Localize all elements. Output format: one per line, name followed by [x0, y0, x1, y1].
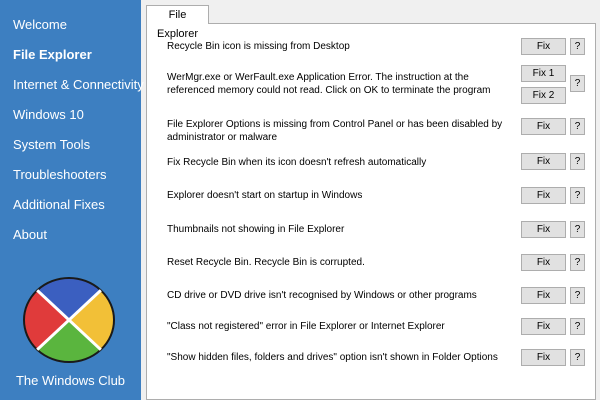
fix-description: "Show hidden files, folders and drives" option isn't shown in Folder Options: [167, 352, 498, 363]
fix-description: WerMgr.exe or WerFault.exe Application Error. The instruction at the referenced memory could not read. Click on OK to terminate the program: [167, 72, 491, 96]
sidebar-item-file-explorer[interactable]: File Explorer: [13, 47, 92, 62]
help-button[interactable]: ?: [570, 187, 585, 204]
fix-description: Thumbnails not showing in File Explorer: [167, 224, 345, 235]
fix-button[interactable]: Fix: [521, 318, 566, 335]
help-button[interactable]: ?: [570, 287, 585, 304]
sidebar-item-windows-10[interactable]: Windows 10: [13, 107, 84, 122]
sidebar-item-troubleshooters[interactable]: Troubleshooters: [13, 167, 107, 182]
fix-1-button[interactable]: Fix 1: [521, 65, 566, 82]
fix-button[interactable]: Fix: [521, 38, 566, 55]
windows-club-logo: [23, 277, 115, 363]
sidebar-item-additional-fixes[interactable]: Additional Fixes: [13, 197, 105, 212]
help-button[interactable]: ?: [570, 75, 585, 92]
fix-button[interactable]: Fix: [521, 221, 566, 238]
sidebar-item-system-tools[interactable]: System Tools: [13, 137, 91, 152]
brand-name: The Windows Club: [15, 373, 126, 388]
help-button[interactable]: ?: [570, 221, 585, 238]
fix-description: Fix Recycle Bin when its icon doesn't refresh automatically: [167, 157, 427, 168]
fix-description: File Explorer Options is missing from Control Panel or has been disabled by administrator or malware: [167, 119, 503, 143]
sidebar-item-internet-connectivity[interactable]: Internet & Connectivity: [13, 77, 144, 92]
help-button[interactable]: ?: [570, 318, 585, 335]
fix-description: Explorer doesn't start on startup in Windows: [167, 190, 363, 201]
sidebar-item-about[interactable]: About: [13, 227, 47, 242]
fix-button[interactable]: Fix: [521, 287, 566, 304]
tab-file-explorer[interactable]: File Explorer: [146, 5, 209, 24]
fix-button[interactable]: Fix: [521, 349, 566, 366]
fix-description: Reset Recycle Bin. Recycle Bin is corrupted.: [167, 257, 365, 268]
fix-button[interactable]: Fix: [521, 254, 566, 271]
help-button[interactable]: ?: [570, 254, 585, 271]
fix-description: Recycle Bin icon is missing from Desktop: [167, 41, 350, 52]
fix-2-button[interactable]: Fix 2: [521, 87, 566, 104]
fix-button[interactable]: Fix: [521, 153, 566, 170]
help-button[interactable]: ?: [570, 349, 585, 366]
fix-button[interactable]: Fix: [521, 118, 566, 135]
sidebar: [0, 0, 144, 400]
help-button[interactable]: ?: [570, 38, 585, 55]
sidebar-item-welcome[interactable]: Welcome: [13, 17, 67, 32]
fix-description: CD drive or DVD drive isn't recognised by Windows or other programs: [167, 290, 477, 301]
fix-button[interactable]: Fix: [521, 187, 566, 204]
help-button[interactable]: ?: [570, 118, 585, 135]
help-button[interactable]: ?: [570, 153, 585, 170]
fix-description: "Class not registered" error in File Explorer or Internet Explorer: [167, 321, 445, 332]
